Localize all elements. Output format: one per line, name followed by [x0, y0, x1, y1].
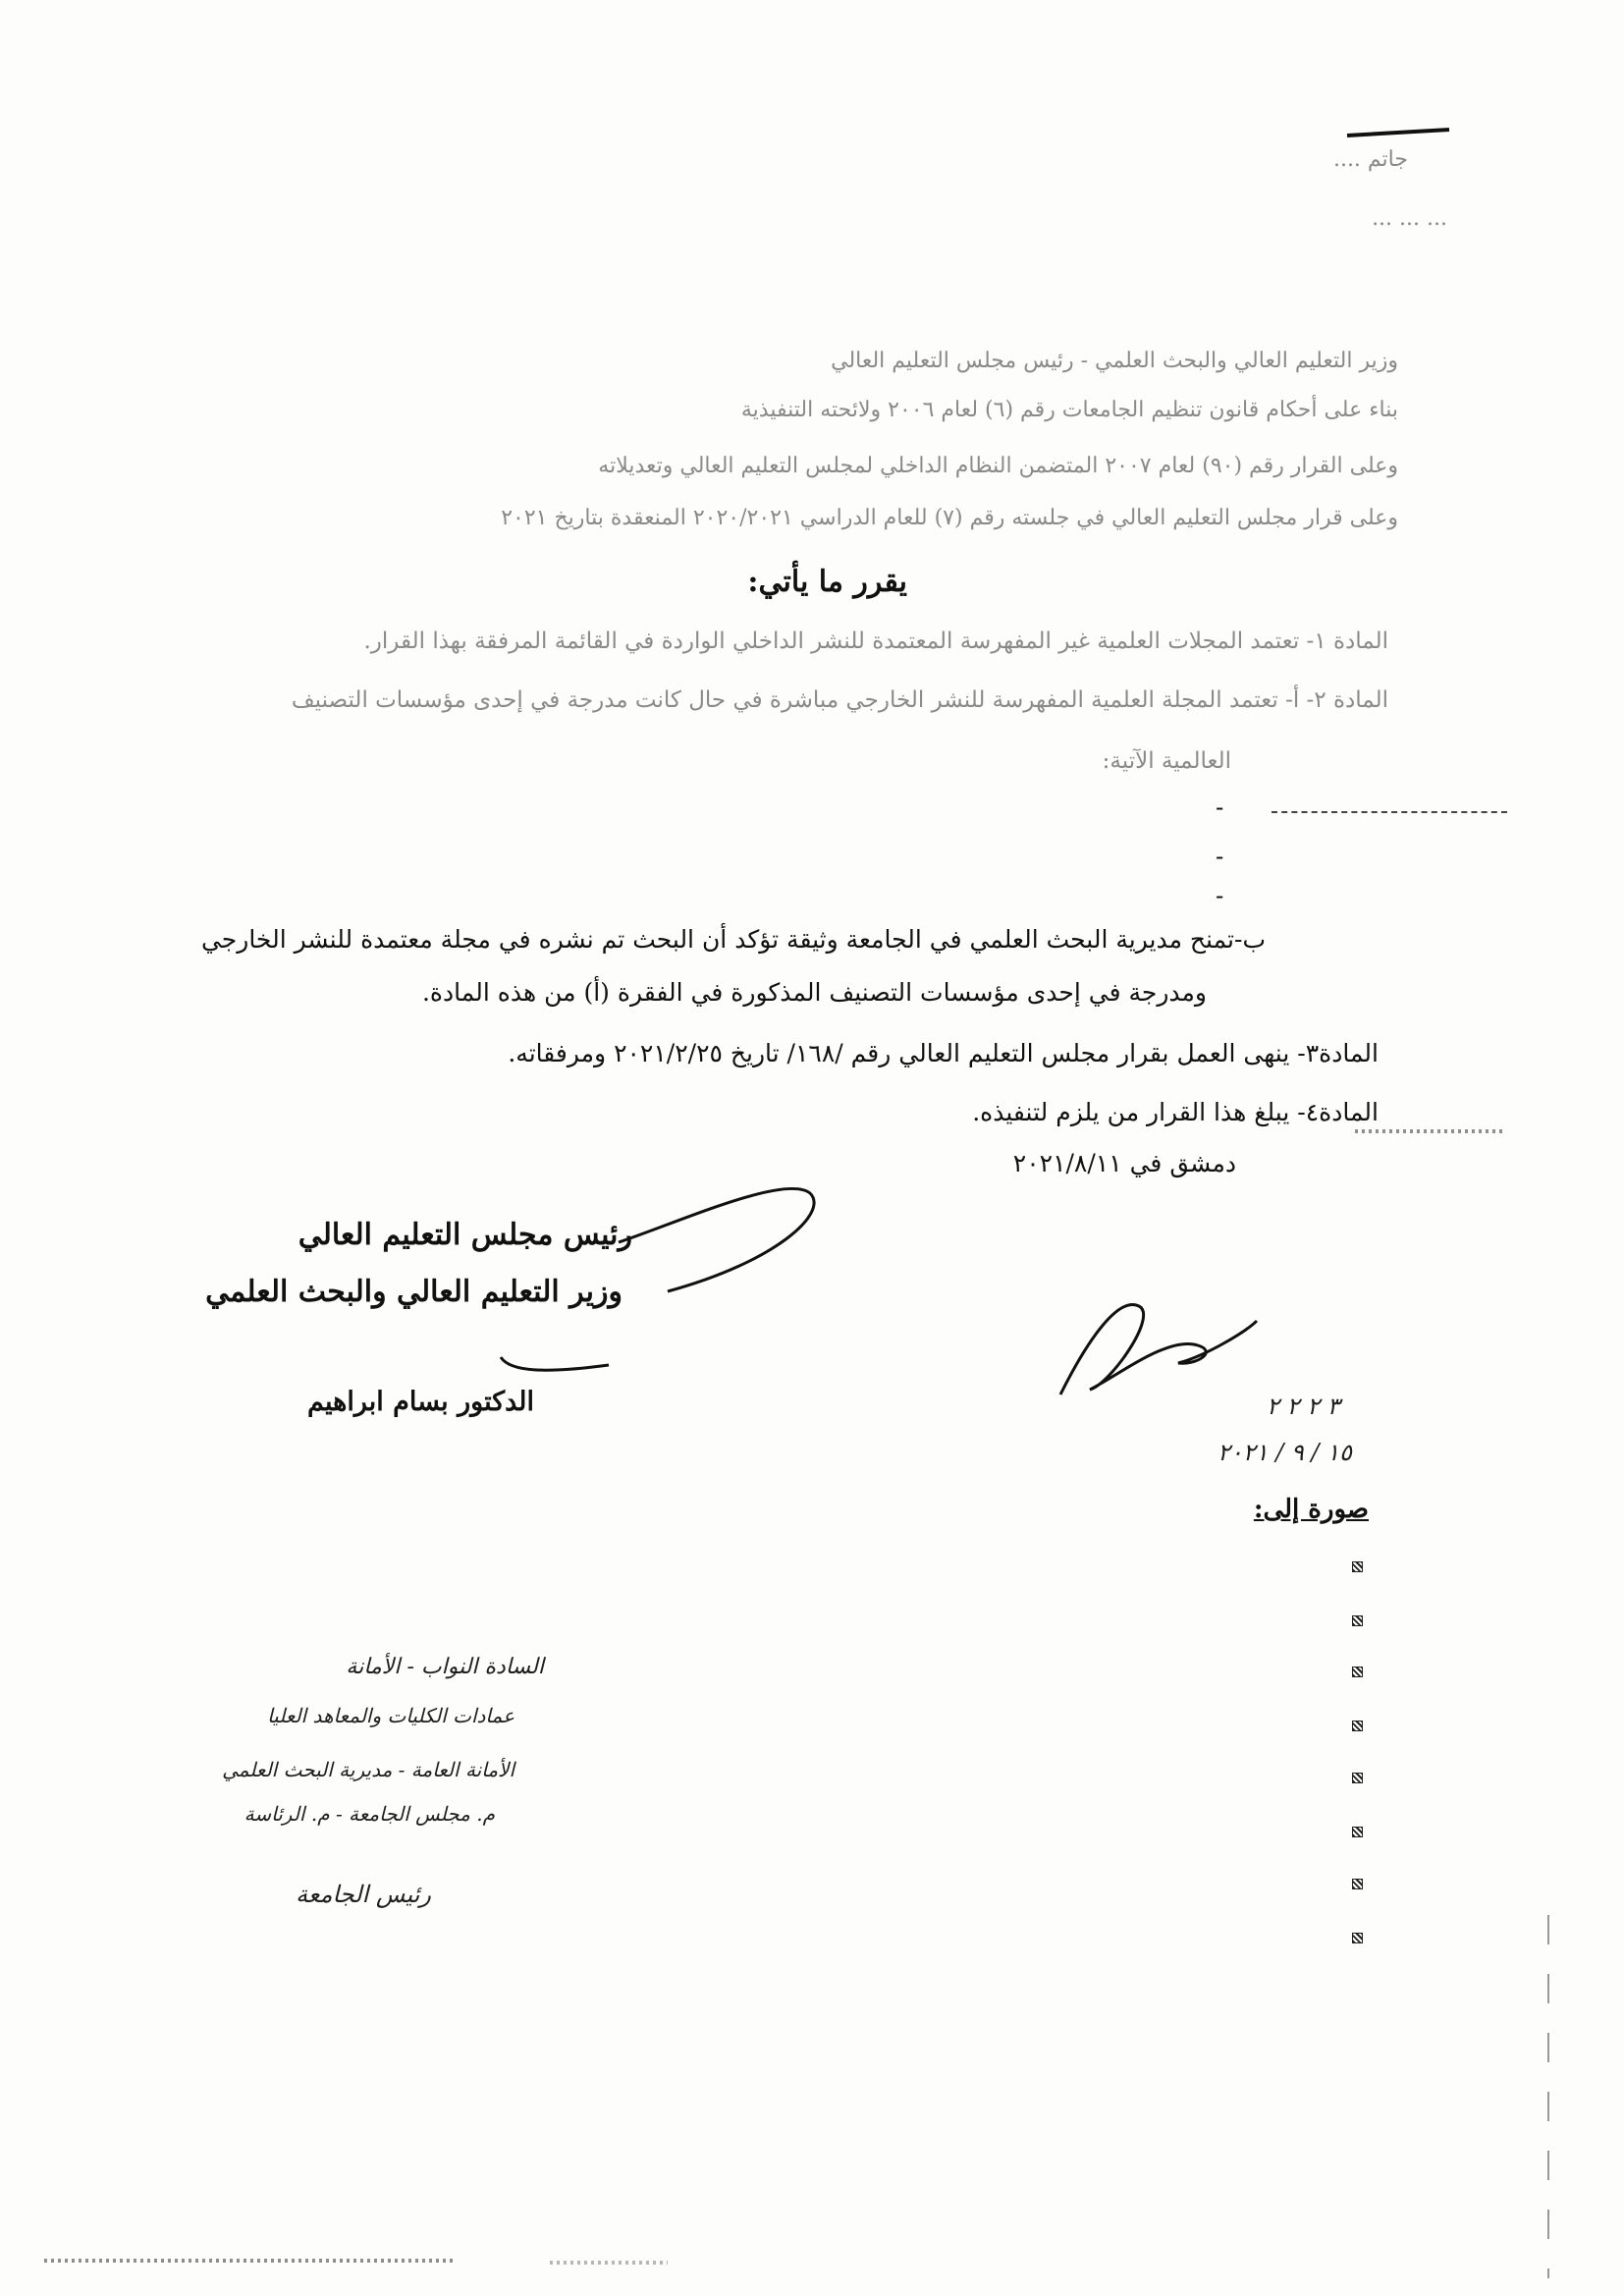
- article-2b-line-1: ب-تمنح مديرية البحث العلمي في الجامعة وثيقة تؤكد أن البحث تم نشره في مجلة معتمدة للنشر الخارجي: [200, 925, 1266, 954]
- preamble-line-3: وعلى القرار رقم (٩٠) لعام ٢٠٠٧ المتضمن النظام الداخلي لمجلس التعليم العالي وتعديلاته: [598, 454, 1398, 478]
- signatory-title-2: وزير التعليم العالي والبحث العلمي: [205, 1275, 623, 1309]
- cc-bullet: [1352, 1933, 1363, 1943]
- margin-rule: [1547, 1915, 1549, 2278]
- article-1: المادة ١- تعتمد المجلات العلمية غير المفهرسة المعتمدة للنشر الداخلي الواردة في القائمة المرفقة بهذا القرار.: [363, 629, 1388, 654]
- handwritten-note-5: رئيس الجامعة: [296, 1881, 431, 1908]
- preamble-line-1: وزير التعليم العالي والبحث العلمي - رئيس مجلس التعليم العالي: [831, 349, 1398, 373]
- handwritten-note-4: م. مجلس الجامعة - م. الرئاسة: [244, 1802, 495, 1826]
- article-3: المادة٣- ينهى العمل بقرار مجلس التعليم العالي رقم /١٦٨/ تاريخ ٢٠٢١/٢/٢٥ ومرفقاته.: [508, 1039, 1379, 1067]
- handwritten-note-2: عمادات الكليات والمعاهد العليا: [267, 1704, 514, 1727]
- header-mark-1: جاتم ....: [1332, 147, 1408, 172]
- stamp-number-line-1: ٣ ٢ ٢ ٢: [1267, 1393, 1340, 1420]
- cc-bullet: [1352, 1667, 1363, 1677]
- footer-scan-dots: [44, 2259, 457, 2263]
- article-2a-continuation: العالمية الآتية:: [1102, 748, 1231, 774]
- handwritten-note-1: السادة النواب - الأمانة: [346, 1655, 544, 1679]
- preamble-line-2: بناء على أحكام قانون تنظيم الجامعات رقم (٦) لعام ٢٠٠٦ ولائحته التنفيذية: [740, 398, 1398, 422]
- scan-dashed-line: [1272, 811, 1507, 813]
- cc-bullet: [1352, 1615, 1363, 1626]
- cc-bullet: [1352, 1721, 1363, 1731]
- scan-dots: [1355, 1129, 1502, 1133]
- list-dash: -: [1216, 793, 1224, 821]
- decision-heading: يقرر ما يأتي:: [747, 565, 907, 599]
- header-mark-2: ... ... ...: [1372, 206, 1447, 231]
- cc-bullet: [1352, 1879, 1363, 1889]
- article-2b-line-2: ومدرجة في إحدى مؤسسات التصنيف المذكورة في الفقرة (أ) من هذه المادة.: [421, 978, 1207, 1007]
- article-4: المادة٤- يبلغ هذا القرار من يلزم لتنفيذه.: [972, 1098, 1379, 1126]
- signatory-name: الدكتور بسام ابراهيم: [306, 1387, 534, 1417]
- cc-heading: صورة إلى:: [1253, 1495, 1369, 1524]
- place-date: دمشق في ٢٠٢١/٨/١١: [1012, 1149, 1236, 1177]
- handwritten-note-3: الأمانة العامة - مديرية البحث العلمي: [222, 1758, 514, 1781]
- signatory-title-1: رئيس مجلس التعليم العالي: [298, 1218, 632, 1252]
- signature-scribble-left: [599, 1154, 835, 1301]
- article-2a: المادة ٢- أ- تعتمد المجلة العلمية المفهرسة للنشر الخارجي مباشرة في حال كانت مدرجة في إحدى مؤسسات التصنيف: [291, 687, 1388, 713]
- stamp-number-line-2: ١٥ / ٩ / ٢٠٢١: [1218, 1439, 1352, 1466]
- cc-bullet: [1352, 1561, 1363, 1572]
- cc-bullet: [1352, 1773, 1363, 1783]
- signature-scribble-initial: [491, 1345, 628, 1385]
- header-rule: [1345, 126, 1453, 139]
- minister-signature: [1051, 1277, 1267, 1404]
- list-dash: -: [1216, 882, 1224, 909]
- footer-scan-dots-2: [550, 2261, 668, 2265]
- preamble-line-4: وعلى قرار مجلس التعليم العالي في جلسته رقم (٧) للعام الدراسي ٢٠٢٠/٢٠٢١ المنعقدة بتاريخ ٢٠٢١: [501, 506, 1398, 530]
- list-dash: -: [1216, 843, 1224, 870]
- cc-bullet: [1352, 1827, 1363, 1837]
